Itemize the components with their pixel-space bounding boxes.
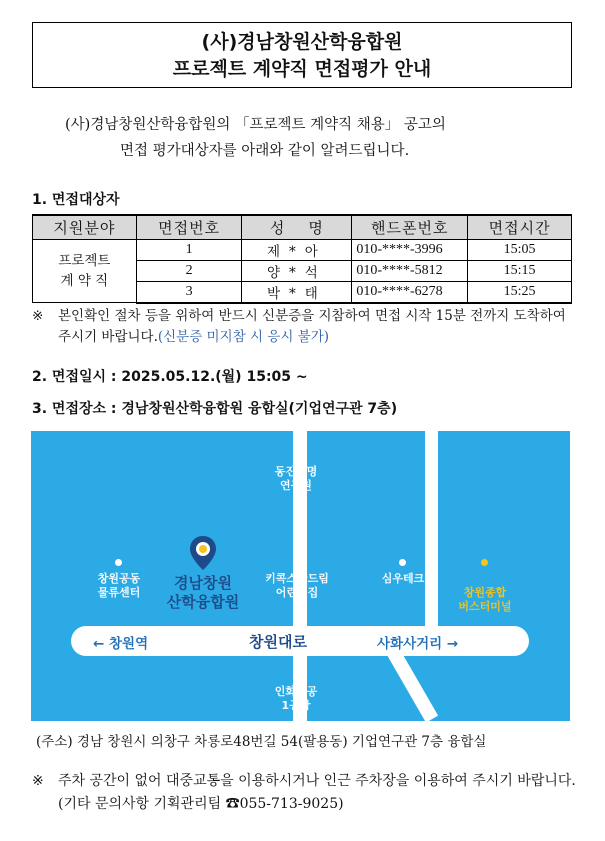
phone-cell: 010-****-5812 <box>352 260 468 281</box>
place-logistics: 창원공동 물류센터 <box>97 572 141 599</box>
place-terminal: 창원종합 버스터미널 <box>458 586 512 613</box>
time-cell: 15:25 <box>468 281 572 303</box>
section-3-title: 3. 면접장소 : 경남창원산학융합원 융합실(기업연구관 7층) <box>32 401 398 417</box>
place-simu: 심우테크 <box>381 572 425 585</box>
title-box <box>32 22 572 88</box>
time-cell: 15:15 <box>468 260 572 281</box>
header-phone: 핸드폰번호 <box>352 215 468 239</box>
id-notice-text: 본인확인 절차 등을 위하여 반드시 신분증을 지참하여 면접 시작 15분 전까지 도착하여 주시기 바랍니다. <box>58 308 566 345</box>
section-1-title: 1. 면접대상자 <box>32 192 120 208</box>
id-notice <box>32 306 577 348</box>
note-mark: ※ <box>32 308 44 324</box>
road-vertical-right <box>425 431 438 631</box>
phone-cell: 010-****-3996 <box>352 239 468 260</box>
number-cell: 1 <box>136 239 242 260</box>
id-notice-highlight: (신분증 미지참 시 응시 불가) <box>157 329 330 345</box>
place-dot-simu <box>399 559 406 566</box>
name-cell: 박*태 <box>242 281 352 303</box>
place-dot-inhwa <box>294 671 301 678</box>
header-time: 면접시간 <box>468 215 572 239</box>
org-title: (사)경남창원산학융합원 <box>201 31 403 53</box>
number-cell: 2 <box>136 260 242 281</box>
name-cell: 양*석 <box>242 260 352 281</box>
location-map <box>31 431 570 721</box>
place-dot-logistics <box>115 559 122 566</box>
note-mark: ※ <box>32 773 44 789</box>
main-place: 경남창원 산학융합원 <box>166 574 240 611</box>
section-2-title: 2. 면접일시 : 2025.05.12.(월) 15:05 ~ <box>32 369 308 385</box>
header-name: 성 명 <box>242 215 352 239</box>
field-cell: 프로젝트 계 약 직 <box>33 239 137 303</box>
place-dot-kids <box>293 559 300 566</box>
place-dot-dongjin <box>294 451 301 458</box>
intro-line-1: (사)경남창원산학융합원의 「프로젝트 계약직 채용」 공고의 <box>65 117 446 133</box>
header-number: 면접번호 <box>136 215 242 239</box>
number-cell: 3 <box>136 281 242 303</box>
place-dot-terminal <box>481 559 488 566</box>
location-pin-icon <box>189 535 217 571</box>
parking-notice-text: 주차 공간이 없어 대중교통을 이용하시거나 인근 주차장을 이용하여 주시기 바랍니다. (기타 문의사항 기획관리팀 ☎055-713-9025) <box>58 773 576 812</box>
road-label-left: ← 창원역 <box>93 636 149 652</box>
place-inhwa: 인화정공 1공장 <box>274 685 318 712</box>
header-field: 지원분야 <box>33 215 137 239</box>
notice-title: 프로젝트 계약직 면접평가 안내 <box>172 58 432 80</box>
intro-paragraph <box>30 112 575 164</box>
phone-cell: 010-****-6278 <box>352 281 468 303</box>
candidate-table <box>32 214 572 304</box>
intro-line-2: 면접 평가대상자를 아래와 같이 알려드립니다. <box>120 143 410 159</box>
table-header-row <box>33 215 572 239</box>
place-dongjin: 동진생명 연구원 <box>274 465 318 492</box>
name-cell: 제*아 <box>242 239 352 260</box>
road-label-main: 창원대로 <box>249 633 307 651</box>
road-label-right: 사화사거리 → <box>377 636 459 652</box>
parking-notice <box>32 770 577 816</box>
address-text: (주소) 경남 창원시 의창구 차룡로48번길 54(팔용동) 기업연구관 7층 융합실 <box>36 734 487 750</box>
table-row <box>33 239 572 260</box>
time-cell: 15:05 <box>468 239 572 260</box>
place-kids: 키콕스꿈드림 어린이집 <box>265 572 329 599</box>
